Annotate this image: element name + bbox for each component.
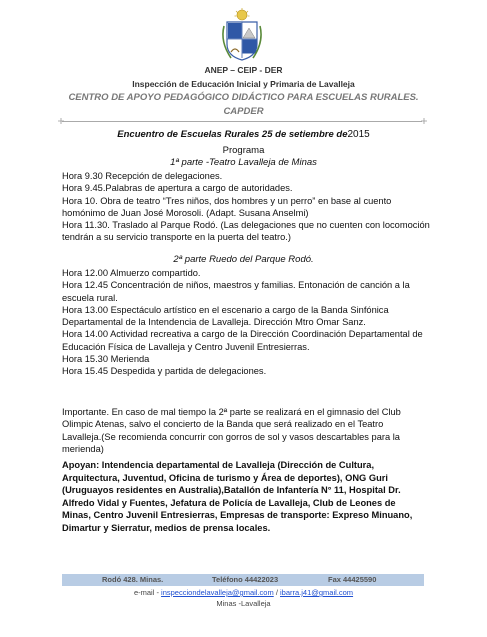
- email-link-ibarra[interactable]: ibarra.j41@gmail.com: [280, 588, 354, 597]
- corner-mark-right: [421, 118, 427, 124]
- email-separator: /: [275, 588, 278, 597]
- important-note: Importante. En caso de mal tiempo la 2ª parte se realizará en el gimnasio del Club Olimpic Atenas, salvo el concierto de la Banda que será realizado en el Teatro Lavalleja.(Se recomienda concurrir con gorros de sol y vasos descartables para la merienda): [62, 407, 401, 454]
- support-section: [62, 459, 424, 534]
- part1-schedule: [62, 170, 434, 244]
- schedule-item: Hora 10. Obra de teatro “Tres niños, dos hombres y un perro” en base al cuento homónimo de Juan José Morosoli. (Adapt. Susana Anselmi): [62, 195, 392, 218]
- part2-heading: 2ª parte Ruedo del Parque Rodó.: [173, 254, 314, 265]
- header-organization: ANEP – CEIP - DER: [204, 65, 283, 75]
- header-inspection: Inspección de Educación Inicial y Primaria de Lavalleja: [132, 79, 355, 89]
- uruguay-coat-of-arms-icon: [217, 8, 267, 62]
- part1-heading: 1ª parte -Teatro Lavalleja de Minas: [170, 157, 317, 168]
- header-divider: [62, 121, 422, 122]
- support-label: Apoyan:: [62, 460, 100, 470]
- footer-phone: Teléfono 44422023: [212, 575, 279, 584]
- footer-address: Rodó 428. Minas.: [102, 575, 164, 584]
- part2-schedule: [62, 267, 434, 378]
- footer-fax: Fax 44425590: [328, 575, 377, 584]
- email-link-inspeccion[interactable]: inspecciondelavalleja@gmail.com: [161, 588, 274, 597]
- support-text: Intendencia departamental de Lavalleja (Dirección de Cultura, Arquitectura, Juventud, Oficina de turismo y Área de deportes), ONG Guri (Uruguayos residentes en Australia),Batallón de Infantería N° 11, Hospital Dr. Alfredo Vidal y Fuentes, Jefatura de Policía de Lavalleja, Club de Leones de Minas, Centro Juvenil Entresierras, Empresas de transporte: Expreso Minuano, Dimartur y Sierratur, medios de prensa locales.: [62, 460, 413, 533]
- event-year: 2015: [347, 129, 370, 140]
- schedule-item: Hora 9.45.Palabras de apertura a cargo de autoridades.: [62, 183, 293, 194]
- footer-email-line: [0, 588, 487, 597]
- schedule-item: Hora 12.45 Concentración de niños, maestros y familias. Entonación de canción a la escuela rural.: [62, 280, 410, 303]
- footer-city: Minas -Lavalleja: [216, 599, 271, 608]
- schedule-item: Hora 9.30 Recepción de delegaciones.: [62, 171, 223, 181]
- event-title: [0, 129, 487, 140]
- header-centro: CENTRO DE APOYO PEDAGÓGICO DIDÁCTICO PARA ESCUELAS RURALES.: [68, 92, 419, 103]
- header-capder: CAPDER: [223, 106, 264, 117]
- schedule-item: Hora 15.30 Merienda: [62, 354, 150, 365]
- schedule-item: Hora 13.00 Espectáculo artístico en el escenario a cargo de la Banda Sinfónica Departamental de la Intendencia de Lavalleja. Dirección Mtro Omar Sanz.: [62, 304, 389, 328]
- schedule-item: Hora 12.00 Almuerzo compartido.: [62, 268, 201, 278]
- schedule-item: Hora 15.45 Despedida y partida de delegaciones.: [62, 366, 267, 377]
- schedule-item: Hora 14.00 Actividad recreativa a cargo de la Dirección Coordinación Departamental de Educación Física de Lavalleja y Centro Juvenil Entresierras.: [62, 329, 423, 352]
- corner-mark-left: [58, 118, 64, 124]
- email-label: e-mail -: [133, 588, 159, 597]
- event-title-text: Encuentro de Escuelas Rurales 25 de setiembre de: [117, 129, 348, 140]
- schedule-item: Hora 11.30. Traslado al Parque Rodó. (Las delegaciones que no cuenten con locomoción tendrán a su servicio transporte en la puerta del teatro.): [62, 220, 430, 243]
- program-subtitle: Programa: [222, 145, 265, 156]
